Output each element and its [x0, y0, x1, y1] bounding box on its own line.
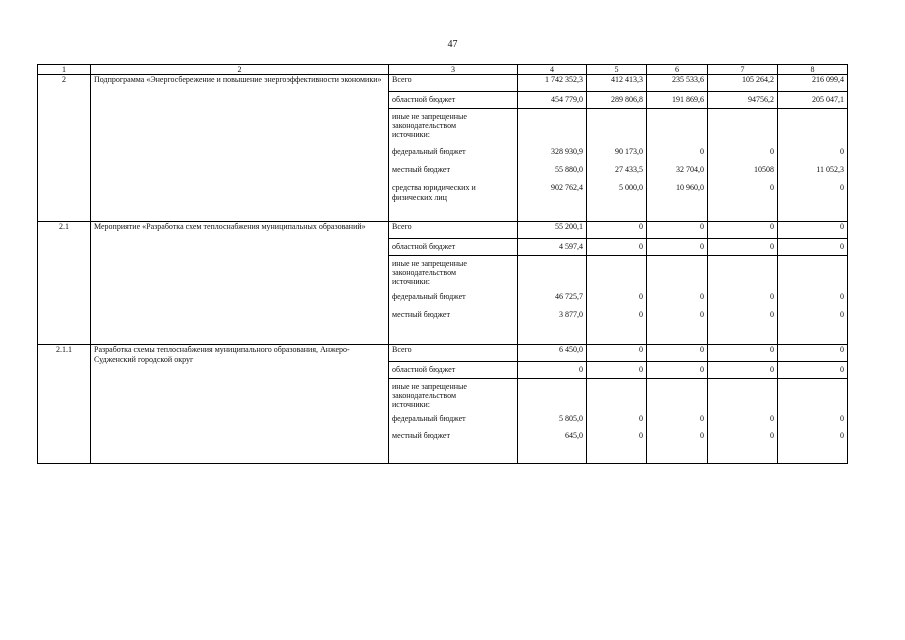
value-cell: 0 [770, 183, 774, 192]
value-cell: 0 [700, 414, 704, 423]
value-cell: 0 [587, 239, 647, 256]
value-cell: 1 742 352,3 [518, 75, 587, 92]
value-cell: 0 [639, 414, 643, 423]
value-cell: 205 047,1 [778, 92, 848, 109]
value-cell: 0 [708, 239, 778, 256]
value-column [518, 256, 587, 345]
value-cell: 0 [518, 362, 587, 379]
value-cell: 0 [770, 292, 774, 301]
section-number: 2.1 [38, 222, 91, 345]
other-sources-label-line: иные не запрещенные [392, 259, 467, 268]
section-name: Разработка схемы теплоснабжения муниципального образования, Анжеро-Судженский городской округ [91, 345, 389, 464]
header-cell: 2 [91, 65, 389, 75]
value-cell: 0 [778, 222, 848, 239]
value-cell: 0 [770, 414, 774, 423]
other-sources-label-line: законодательством [392, 268, 457, 277]
value-cell: 0 [639, 292, 643, 301]
value-cell: 645,0 [565, 431, 583, 440]
header-cell: 8 [778, 65, 848, 75]
header-cell: 3 [389, 65, 518, 75]
value-cell: 0 [770, 310, 774, 319]
value-column [647, 256, 708, 345]
source-label-regional: областной бюджет [389, 92, 518, 109]
value-cell: 10 960,0 [676, 183, 704, 192]
value-cell: 46 725,7 [555, 292, 583, 301]
other-sources-label-line: законодательством [392, 391, 457, 400]
value-cell: 0 [840, 183, 844, 192]
value-column [708, 256, 778, 345]
value-cell: 0 [700, 147, 704, 156]
value-cell: 0 [647, 362, 708, 379]
value-cell: 32 704,0 [676, 165, 704, 174]
value-cell: 235 533,6 [647, 75, 708, 92]
other-sources-label-line: источники: [392, 130, 430, 139]
source-label-total: Всего [389, 345, 518, 362]
value-cell: 0 [840, 147, 844, 156]
value-cell: 0 [647, 222, 708, 239]
value-cell: 0 [700, 310, 704, 319]
value-column [708, 109, 778, 222]
value-cell: 10508 [754, 165, 774, 174]
value-cell: 0 [840, 310, 844, 319]
value-column [647, 379, 708, 464]
value-column [518, 379, 587, 464]
header-cell: 7 [708, 65, 778, 75]
section-total-row [38, 75, 848, 92]
value-cell: 0 [700, 292, 704, 301]
value-cell: 0 [647, 239, 708, 256]
value-column [647, 109, 708, 222]
value-cell: 27 433,5 [615, 165, 643, 174]
source-label: федеральный бюджет [392, 147, 466, 156]
value-cell: 5 000,0 [619, 183, 643, 192]
value-column [587, 379, 647, 464]
value-cell: 55 200,1 [518, 222, 587, 239]
value-cell: 0 [708, 222, 778, 239]
value-cell: 0 [639, 310, 643, 319]
source-label-regional: областной бюджет [389, 239, 518, 256]
value-cell: 216 099,4 [778, 75, 848, 92]
header-cell: 1 [38, 65, 91, 75]
value-cell: 191 869,6 [647, 92, 708, 109]
value-column [778, 379, 848, 464]
value-cell: 0 [587, 362, 647, 379]
value-cell: 0 [840, 414, 844, 423]
value-cell: 94756,2 [708, 92, 778, 109]
value-cell: 0 [700, 431, 704, 440]
value-cell: 289 806,8 [587, 92, 647, 109]
value-cell: 0 [587, 222, 647, 239]
source-label-block [389, 379, 518, 464]
other-sources-label-line: законодательством [392, 121, 457, 130]
value-cell: 0 [639, 431, 643, 440]
value-column [778, 109, 848, 222]
value-cell: 328 930,9 [551, 147, 583, 156]
source-label: местный бюджет [392, 310, 450, 319]
value-cell: 0 [708, 345, 778, 362]
value-cell: 0 [778, 345, 848, 362]
source-label: федеральный бюджет [392, 292, 466, 301]
other-sources-label-line: источники: [392, 400, 430, 409]
section-name: Мероприятие «Разработка схем теплоснабжения муниципальных образований» [91, 222, 389, 345]
source-label-block [389, 109, 518, 222]
value-column [587, 109, 647, 222]
source-label: местный бюджет [392, 431, 450, 440]
value-cell: 6 450,0 [518, 345, 587, 362]
value-cell: 0 [770, 147, 774, 156]
value-cell: 902 762,4 [551, 183, 583, 192]
header-row [38, 65, 848, 75]
value-cell: 0 [770, 431, 774, 440]
source-label-total: Всего [389, 75, 518, 92]
section-number: 2.1.1 [38, 345, 91, 464]
source-label-total: Всего [389, 222, 518, 239]
value-cell: 11 052,3 [816, 165, 844, 174]
budget-table [37, 64, 848, 464]
section-total-row [38, 222, 848, 239]
value-column [778, 256, 848, 345]
value-cell: 0 [778, 239, 848, 256]
value-column [518, 109, 587, 222]
value-cell: 0 [778, 362, 848, 379]
other-sources-label-line: иные не запрещенные [392, 382, 467, 391]
value-cell: 5 805,0 [559, 414, 583, 423]
header-cell: 5 [587, 65, 647, 75]
value-cell: 90 173,0 [615, 147, 643, 156]
value-cell: 454 779,0 [518, 92, 587, 109]
value-cell: 55 880,0 [555, 165, 583, 174]
value-cell: 0 [647, 345, 708, 362]
source-label: средства юридических и физических лиц [392, 183, 476, 202]
value-cell: 4 597,4 [518, 239, 587, 256]
source-label-block [389, 256, 518, 345]
page-number: 47 [447, 39, 458, 50]
other-sources-label-line: иные не запрещенные [392, 112, 467, 121]
header-cell: 4 [518, 65, 587, 75]
source-label: местный бюджет [392, 165, 450, 174]
section-name: Подпрограмма «Энергосбережение и повышение энергоэффективности экономики» [91, 75, 389, 222]
section-number: 2 [38, 75, 91, 222]
other-sources-label-line: источники: [392, 277, 430, 286]
value-column [587, 256, 647, 345]
value-cell: 0 [708, 362, 778, 379]
value-cell: 105 264,2 [708, 75, 778, 92]
header-cell: 6 [647, 65, 708, 75]
value-cell: 412 413,3 [587, 75, 647, 92]
value-column [708, 379, 778, 464]
value-cell: 3 877,0 [559, 310, 583, 319]
value-cell: 0 [587, 345, 647, 362]
section-total-row [38, 345, 848, 362]
source-label: федеральный бюджет [392, 414, 466, 423]
source-label-regional: областной бюджет [389, 362, 518, 379]
value-cell: 0 [840, 292, 844, 301]
value-cell: 0 [840, 431, 844, 440]
